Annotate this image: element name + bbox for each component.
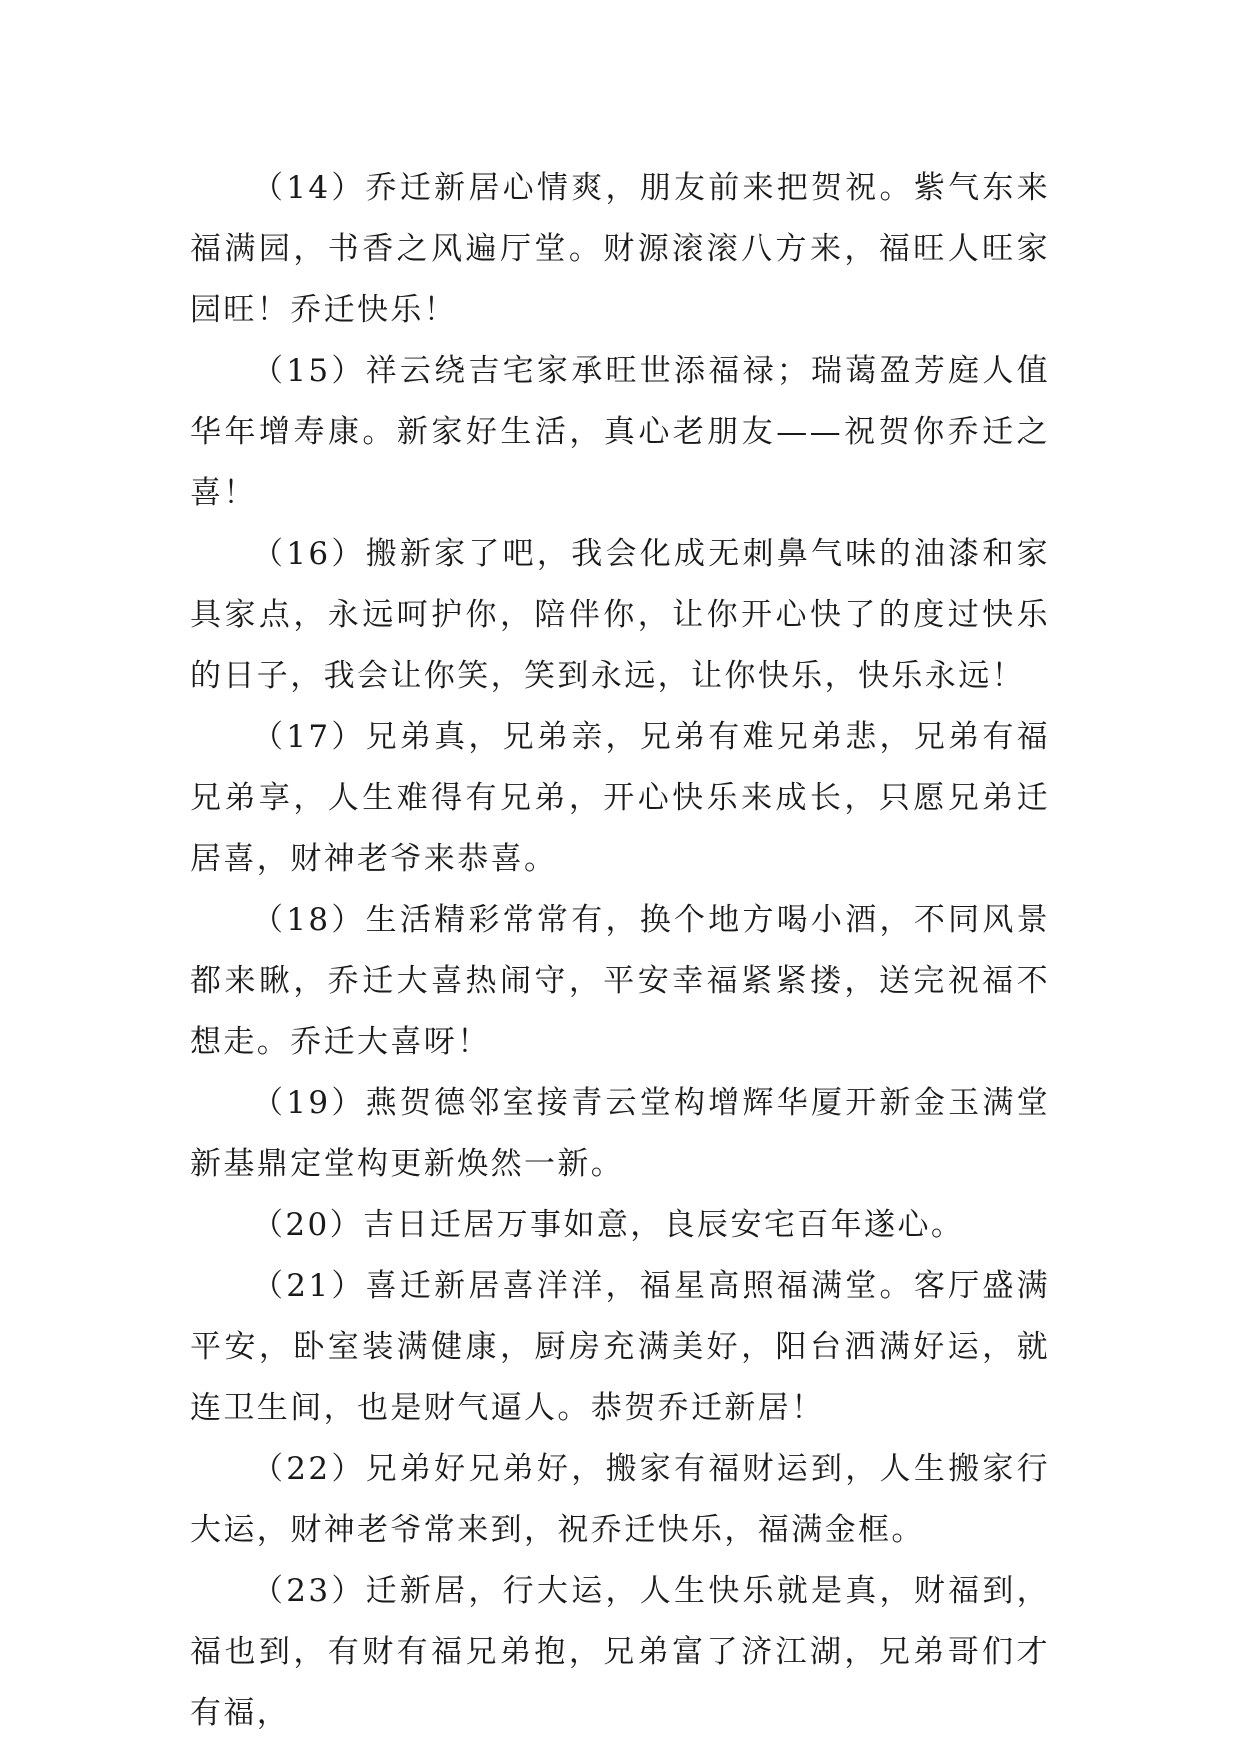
paragraph-20: （20）吉日迁居万事如意，良辰安宅百年遂心。 xyxy=(252,1207,965,1243)
paragraph-22: （22）兄弟好兄弟好，搬家有福财运到，人生搬家行大运，财神老爷常来到，祝乔迁快乐，福满金框。 xyxy=(190,1451,1050,1548)
paragraph-19: （19）燕贺德邻室接青云堂构增辉华厦开新金玉满堂新基鼎定堂构更新焕然一新。 xyxy=(190,1085,1050,1182)
paragraph-21: （21）喜迁新居喜洋洋，福星高照福满堂。客厅盛满平安，卧室装满健康，厨房充满美好，阳台洒满好运，就连卫生间，也是财气逼人。恭贺乔迁新居！ xyxy=(190,1268,1050,1426)
paragraph-16: （16）搬新家了吧，我会化成无刺鼻气味的油漆和家具家点，永远呵护你，陪伴你，让你开心快了的度过快乐的日子，我会让你笑，笑到永远，让你快乐，快乐永远！ xyxy=(190,536,1050,694)
paragraph-18: （18）生活精彩常常有，换个地方喝小酒，不同风景都来瞅，乔迁大喜热闹守，平安幸福紧紧搂，送完祝福不想走。乔迁大喜呀！ xyxy=(190,902,1050,1060)
document-body xyxy=(190,158,1050,1744)
paragraph-17: （17）兄弟真，兄弟亲，兄弟有难兄弟悲，兄弟有福兄弟享，人生难得有兄弟，开心快乐来成长，只愿兄弟迁居喜，财神老爷来恭喜。 xyxy=(190,719,1050,877)
paragraph-15: （15）祥云绕吉宅家承旺世添福禄；瑞蔼盈芳庭人值华年增寿康。新家好生活，真心老朋友——祝贺你乔迁之喜！ xyxy=(190,353,1050,511)
paragraph-23: （23）迁新居，行大运，人生快乐就是真，财福到，福也到，有财有福兄弟抱，兄弟富了济江湖，兄弟哥们才有福， xyxy=(190,1573,1050,1731)
paragraph-14: （14）乔迁新居心情爽，朋友前来把贺祝。紫气东来福满园，书香之风遍厅堂。财源滚滚八方来，福旺人旺家园旺！乔迁快乐！ xyxy=(190,170,1050,328)
